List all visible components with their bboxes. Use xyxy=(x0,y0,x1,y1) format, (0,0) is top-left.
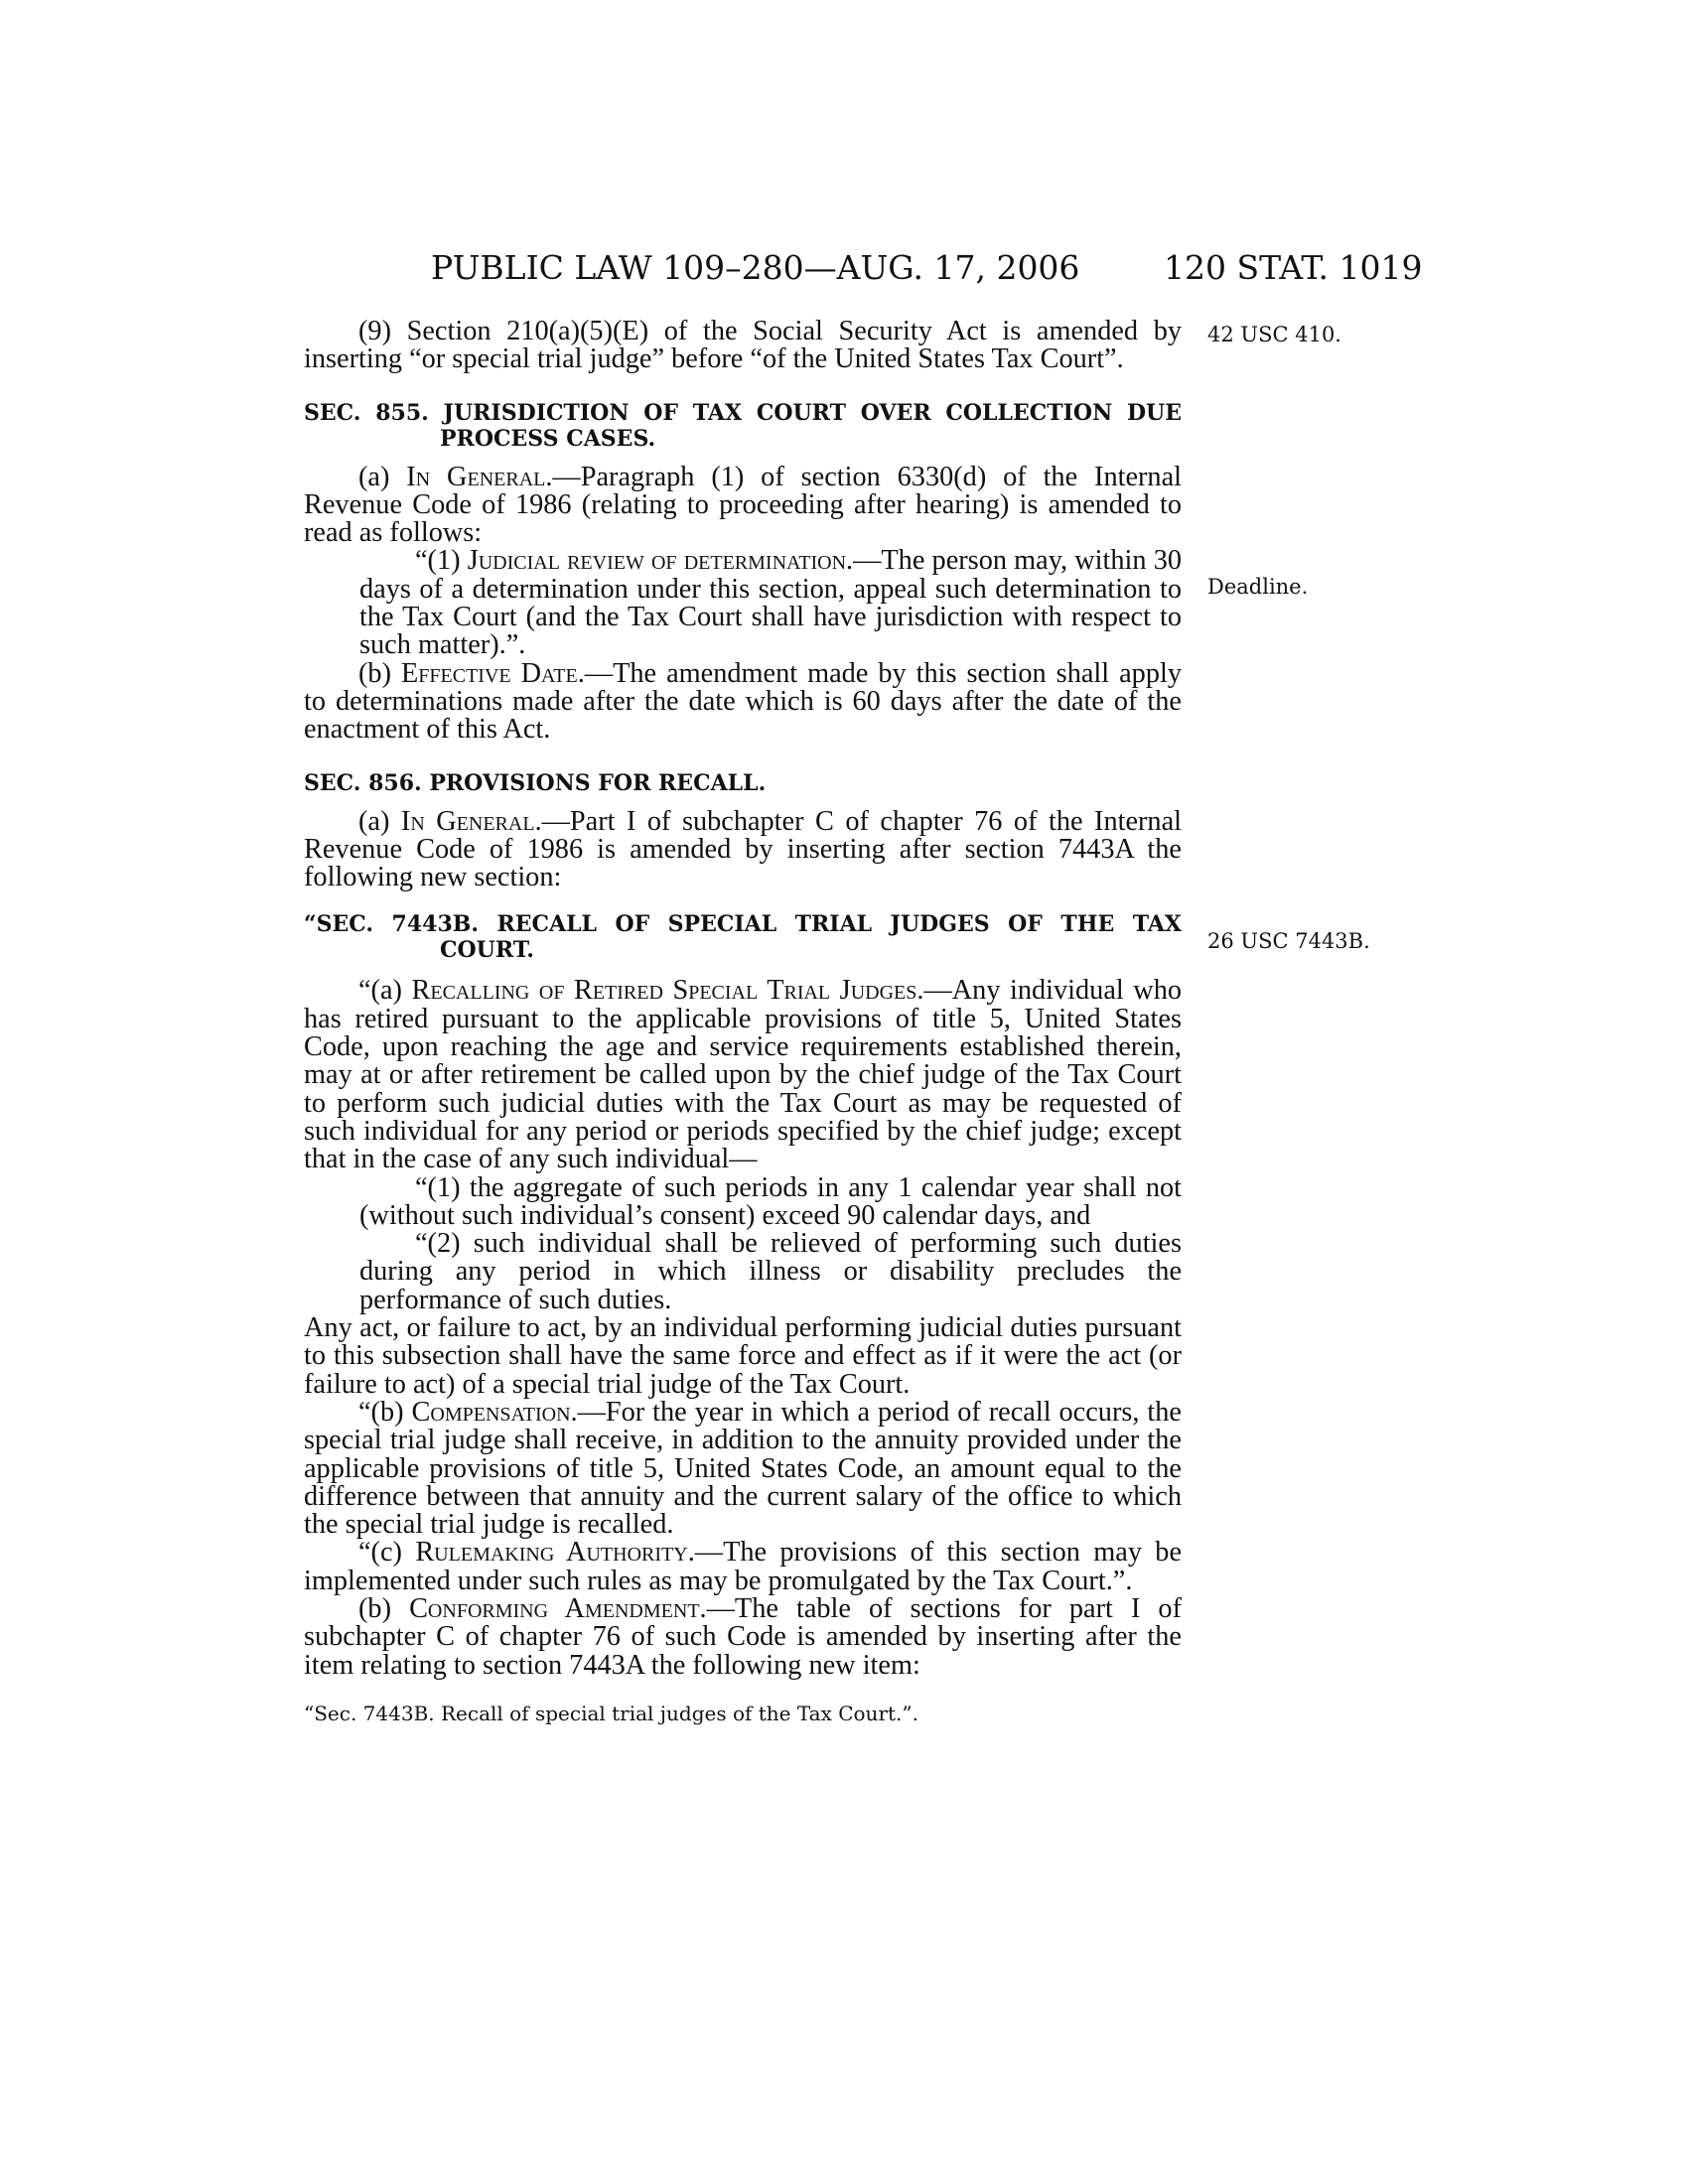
sec-855-a-1-caption: Judicial review of determination xyxy=(467,545,847,577)
sec-7443b-b-caption: Compensation xyxy=(411,1396,571,1428)
sec-856-a-text: .—Part I of subchapter C of chapter 76 of the Internal Revenue Code of 1986 is amended by inserting after section 7443A the following new section: xyxy=(304,805,1183,893)
main-text-column xyxy=(304,318,1182,1725)
sec-856-b-lead: (b) xyxy=(358,1592,410,1624)
sec-7443b-c xyxy=(304,1539,1182,1595)
sec-855-a xyxy=(304,461,1183,549)
sec-7443b-c-lead: “(c) xyxy=(358,1537,416,1569)
sec-855-b xyxy=(304,657,1182,746)
sec-7443b-a-lead: “(a) xyxy=(358,975,412,1007)
sec-856-b-text: .—The table of sections for part I of subchapter C of chapter 76 of such Code is amended by inserting after the item relating to section 7443A the following new item: xyxy=(304,1592,1183,1681)
table-of-sections-item: “Sec. 7443B. Recall of special trial judges of the Tax Court.”. xyxy=(304,1701,918,1725)
sec-856-b-caption: Conforming Amendment xyxy=(409,1592,700,1624)
sec-7443b-a-2: “(2) such individual shall be relieved of performing such duties during any period in which illness or disability precludes the performance of such duties. xyxy=(359,1228,1182,1315)
sec-856-a-lead: (a) xyxy=(358,805,401,837)
margin-note-deadline: Deadline. xyxy=(1207,575,1309,599)
sec-856-heading: SEC. 856. PROVISIONS FOR RECALL. xyxy=(304,769,767,796)
sec-7443b-heading: “SEC. 7443B. RECALL OF SPECIAL TRIAL JUDGES OF THE TAX COURT. xyxy=(304,911,1182,964)
sec-7443b-b-text: .—For the year in which a period of recall occurs, the special trial judge shall receive, in addition to the annuity provided under the applicable provisions of title 5, United States Code, an amount equal to the difference between that annuity and the current salary of the office to which the special trial judge is recalled. xyxy=(304,1396,1182,1541)
sec-855-a-caption: In General xyxy=(406,461,546,492)
margin-note-42-usc-410: 42 USC 410. xyxy=(1207,323,1341,346)
sec-7443b-c-text: .—The provisions of this section may be implemented under such rules as may be promulgated by the Tax Court.”. xyxy=(304,1537,1183,1596)
sec-856-b xyxy=(304,1592,1183,1681)
sec-855-b-lead: (b) xyxy=(358,657,401,689)
sec-855-a-1-text: .—The person may, within 30 days of a determination under this section, appeal such determination to the Tax Court (and the Tax Court shall have jurisdiction with respect to such matter).”. xyxy=(359,545,1183,661)
sec-855-b-caption: Effective Date xyxy=(401,657,578,689)
sec-855-heading: SEC. 855. JURISDICTION OF TAX COURT OVER COLLECTION DUE PROCESS CASES. xyxy=(304,399,1182,452)
running-header-stat-page: 120 STAT. 1019 xyxy=(1164,248,1423,287)
sec-855-a-lead: (a) xyxy=(358,461,407,492)
sec-7443b-a xyxy=(304,977,1182,1173)
running-header-title: PUBLIC LAW 109–280—AUG. 17, 2006 xyxy=(431,248,1080,287)
sec-855-a-1 xyxy=(304,547,1182,659)
sec-7443b-a-text: .—Any individual who has retired pursuant to the applicable provisions of title 5, United States Code, upon reaching the age and service requirements established therein, may at or after retirement be called upon by the chief judge of the Tax Court to perform such judicial duties with the Tax Court as may be requested of such individual for any period or periods specified by the chief judge; except that in the case of any such individual— xyxy=(304,975,1182,1175)
sec-7443b-c-caption: Rulemaking Authority xyxy=(415,1537,688,1569)
paragraph-9: (9) Section 210(a)(5)(E) of the Social Security Act is amended by inserting “or special trial judge” before “of the United States Tax Court”. xyxy=(304,316,1182,375)
sec-856-a xyxy=(304,805,1183,893)
sec-7443b-b-lead: “(b) xyxy=(358,1396,412,1428)
sec-855-b-text: .—The amendment made by this section shall apply to determinations made after the date which is 60 days after the date of the enactment of this Act. xyxy=(304,657,1182,746)
sec-856-a-caption: In General xyxy=(400,805,535,837)
sec-7443b-a-caption: Recalling of Retired Special Trial Judges xyxy=(411,975,917,1007)
sec-855-a-1-lead: “(1) xyxy=(415,545,468,577)
sec-855-a-text: .—Paragraph (1) of section 6330(d) of the Internal Revenue Code of 1986 (relating to proceeding after hearing) is amended to read as follows: xyxy=(304,461,1183,549)
sec-7443b-b xyxy=(304,1396,1182,1541)
sec-7443b-a-1: “(1) the aggregate of such periods in any 1 calendar year shall not (without such individual’s consent) exceed 90 calendar days, and xyxy=(359,1171,1182,1231)
sec-7443b-a-flush-text: Any act, or failure to act, by an individual performing judicial duties pursuant to this subsection shall have the same force and effect as if it were the act (or failure to act) of a special trial judge of the Tax Court. xyxy=(304,1312,1182,1400)
margin-note-26-usc-7443b: 26 USC 7443B. xyxy=(1207,929,1370,953)
